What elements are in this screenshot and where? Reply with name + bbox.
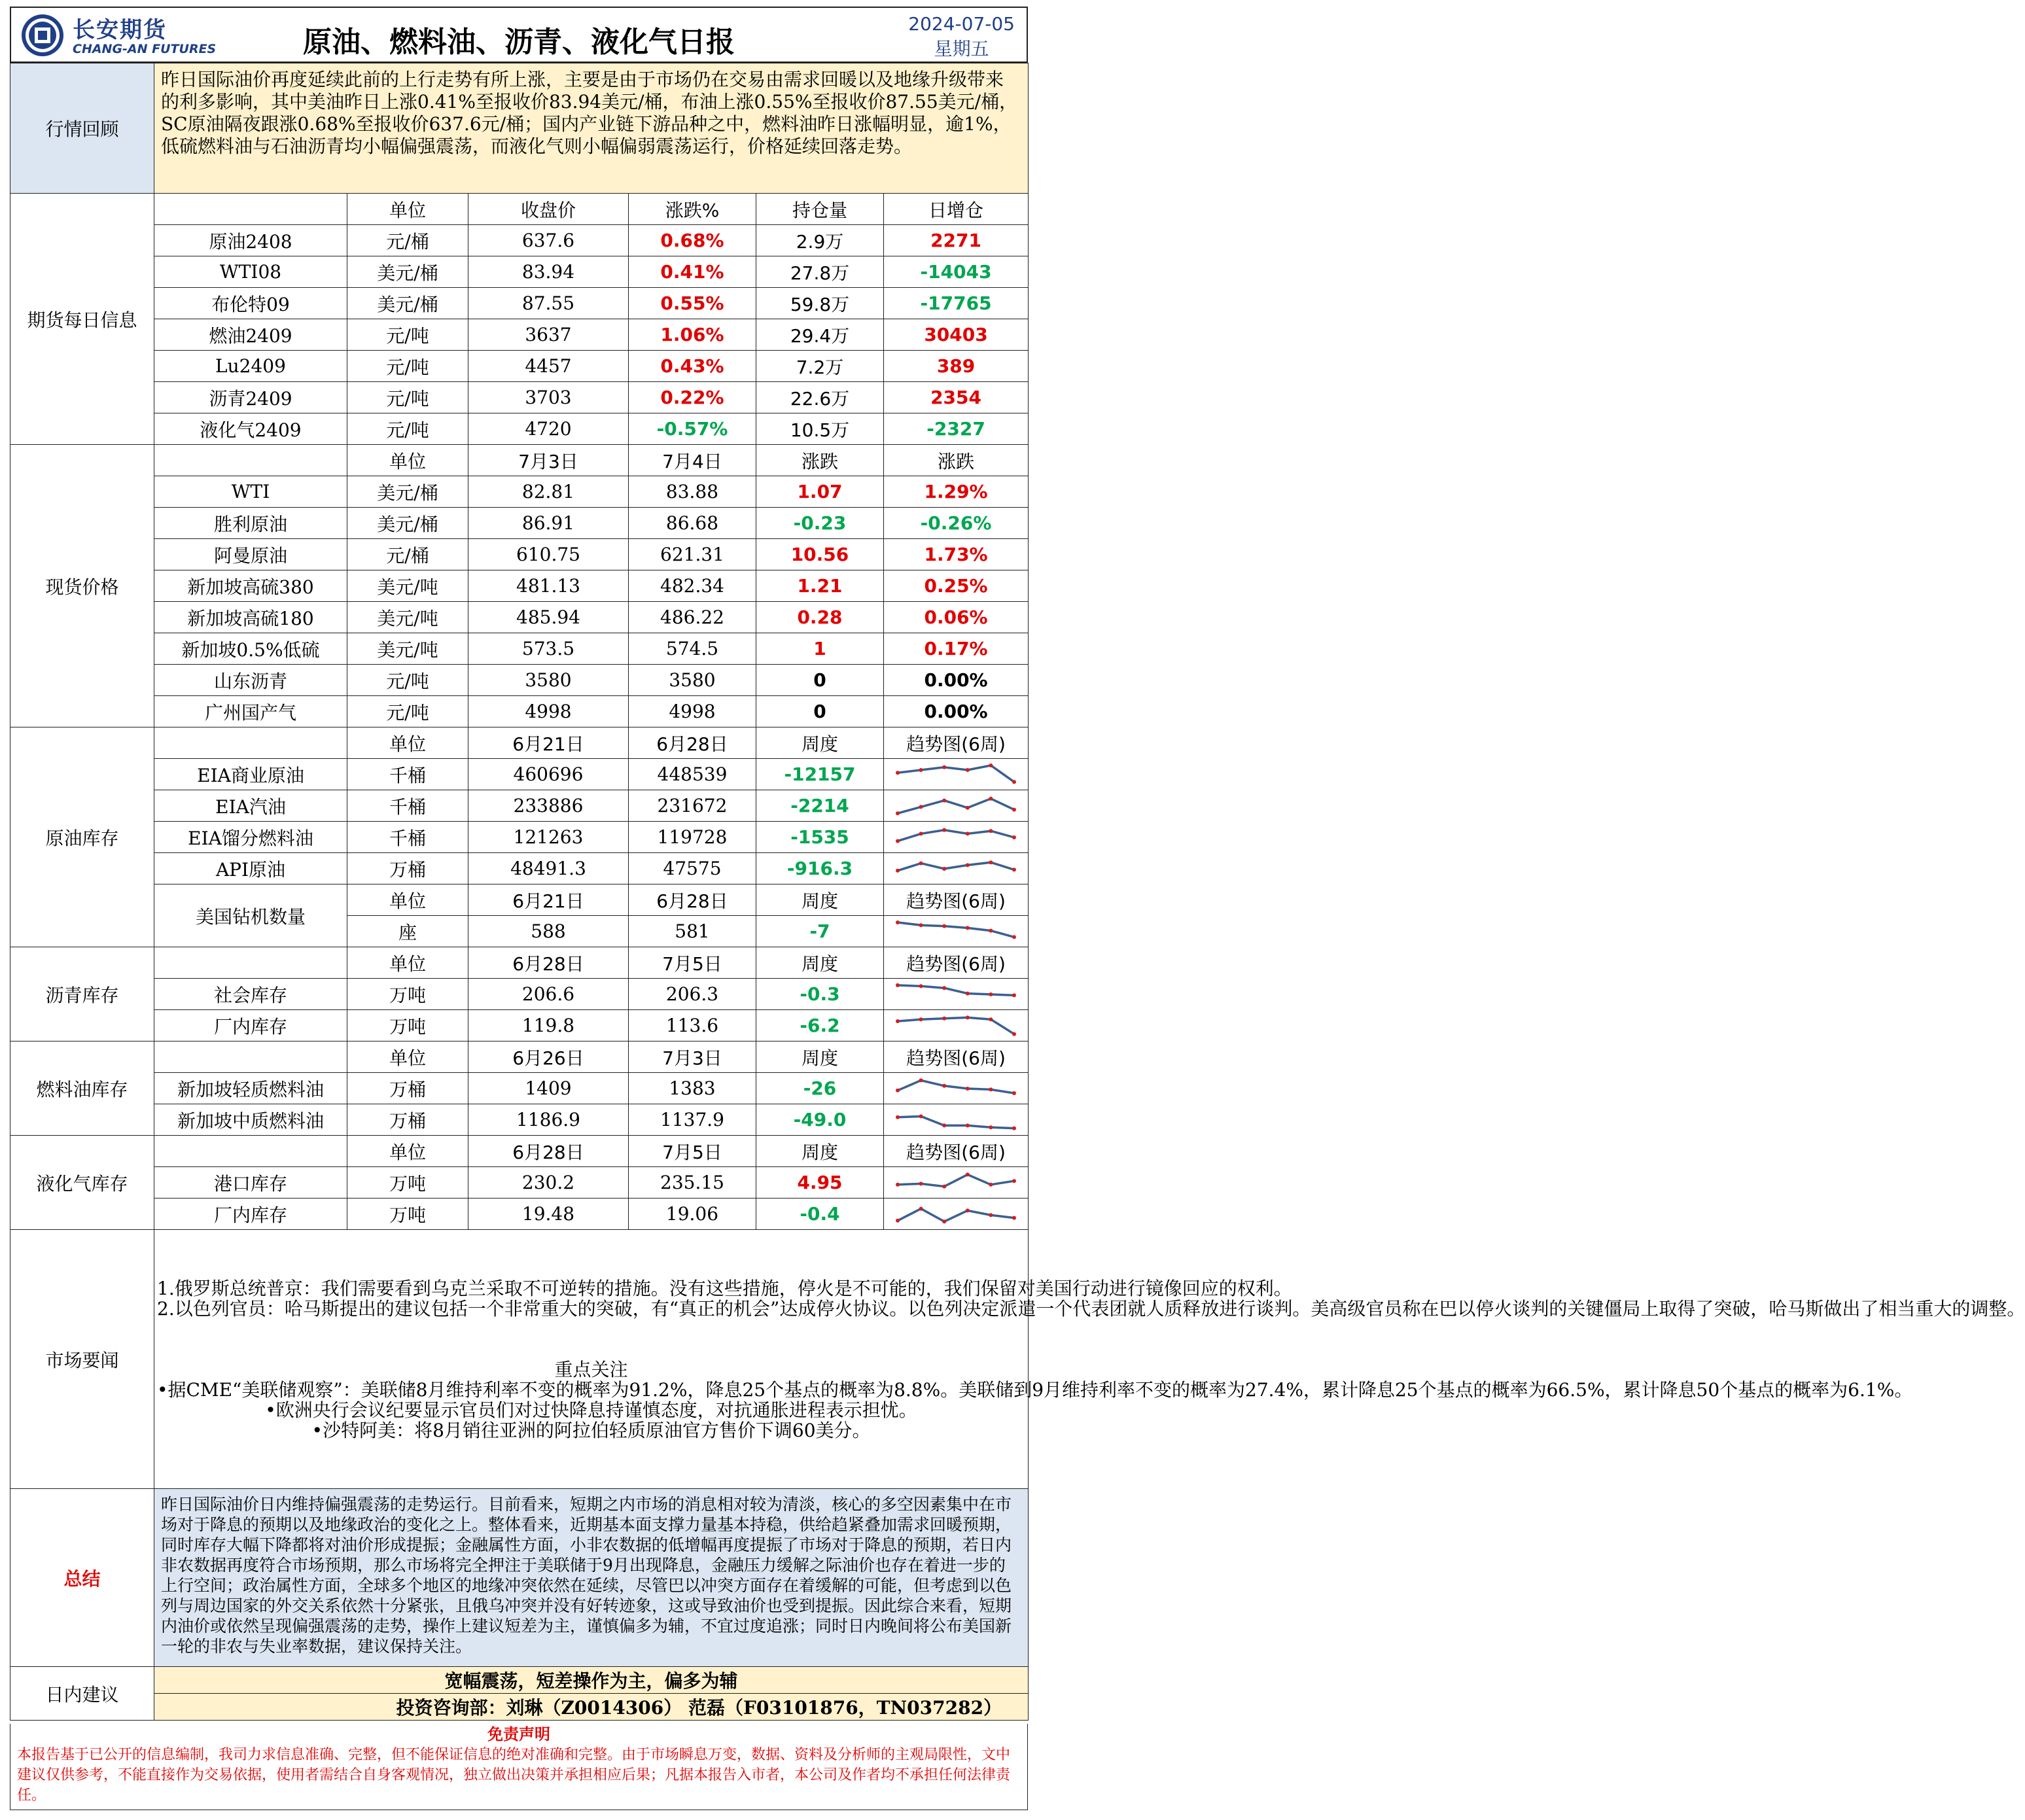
- column-header: 6月21日: [468, 727, 629, 759]
- unit: 美元/吨: [347, 602, 468, 633]
- value-period1: 460696: [468, 759, 629, 790]
- change: 0: [756, 665, 884, 696]
- open-interest: 27.8万: [756, 256, 884, 288]
- column-header: 6月28日: [629, 727, 756, 759]
- header-blank: [154, 445, 347, 476]
- daily-oi-change: 2271: [884, 225, 1029, 256]
- table-row: [10, 979, 1029, 1010]
- unit: 万桶: [347, 1104, 468, 1136]
- close-price: 4720: [468, 413, 629, 445]
- change: 1: [756, 633, 884, 665]
- column-header: 周度: [756, 884, 884, 916]
- advice-text: 宽幅震荡，短差操作为主，偏多为辅: [154, 1667, 1029, 1694]
- open-interest: 59.8万: [756, 288, 884, 319]
- close-price: 3703: [468, 382, 629, 413]
- value-period1: 19.48: [468, 1199, 629, 1230]
- value-period2: 119728: [629, 822, 756, 853]
- price-day1: 610.75: [468, 539, 629, 570]
- column-header: 趋势图(6周): [884, 727, 1029, 759]
- weekly-change: -0.4: [756, 1199, 884, 1230]
- table-row: [10, 633, 1029, 665]
- open-interest: 10.5万: [756, 413, 884, 445]
- unit: 万吨: [347, 1199, 468, 1230]
- unit: 美元/吨: [347, 633, 468, 665]
- price-day1: 573.5: [468, 633, 629, 665]
- section-header-row: [10, 1136, 1029, 1167]
- daily-oi-change: -17765: [884, 288, 1029, 319]
- unit: 座: [347, 916, 468, 947]
- close-price: 83.94: [468, 256, 629, 288]
- product-name: WTI: [154, 476, 347, 508]
- unit: 万吨: [347, 1167, 468, 1199]
- trend-sparkline: [894, 793, 1018, 819]
- price-day1: 82.81: [468, 476, 629, 508]
- table-row: [10, 1010, 1029, 1041]
- table-row: [10, 1167, 1029, 1199]
- column-header: 单位: [347, 727, 468, 759]
- unit: 元/吨: [347, 351, 468, 382]
- unit: 元/吨: [347, 382, 468, 413]
- item-name: EIA汽油: [154, 790, 347, 822]
- unit: 千桶: [347, 822, 468, 853]
- daily-oi-change: -2327: [884, 413, 1029, 445]
- value-period2: 113.6: [629, 1010, 756, 1041]
- column-header: 趋势图(6周): [884, 884, 1029, 916]
- column-header: 单位: [347, 884, 468, 916]
- table-row: [10, 351, 1029, 382]
- item-name: 新加坡中质燃料油: [154, 1104, 347, 1136]
- table-row: [10, 822, 1029, 853]
- product-name: 山东沥青: [154, 665, 347, 696]
- price-day2: 83.88: [629, 476, 756, 508]
- daily-oi-change: 2354: [884, 382, 1029, 413]
- column-header: 单位: [347, 445, 468, 476]
- consult-text: 投资咨询部：刘琳（Z0014306） 范磊（F03101876，TN037282）: [154, 1694, 1029, 1721]
- table-row: [10, 288, 1029, 319]
- table-row: [10, 225, 1029, 256]
- unit: 元/吨: [347, 413, 468, 445]
- trend-sparkline: [894, 1107, 1018, 1133]
- weekly-change: 4.95: [756, 1167, 884, 1199]
- value-period1: 233886: [468, 790, 629, 822]
- open-interest: 22.6万: [756, 382, 884, 413]
- value-period2: 235.15: [629, 1167, 756, 1199]
- trend-cell: [884, 1199, 1029, 1230]
- table-row: [10, 508, 1029, 539]
- unit: 元/吨: [347, 665, 468, 696]
- column-header: 单位: [347, 947, 468, 979]
- section-header-row: [10, 194, 1029, 225]
- report-date: [908, 12, 1015, 61]
- table-row: [10, 1073, 1029, 1104]
- focus-item-2: •欧洲央行会议纪要显示官员们对过快降息持谨慎态度，对抗通胀进程表示担忧。: [265, 1399, 917, 1421]
- column-header: 涨跌: [756, 445, 884, 476]
- item-name: EIA馏分燃料油: [154, 822, 347, 853]
- weekly-change: -0.3: [756, 979, 884, 1010]
- trend-cell: [884, 853, 1029, 884]
- change: -0.23: [756, 508, 884, 539]
- report-table: [10, 63, 2025, 1721]
- price-day2: 86.68: [629, 508, 756, 539]
- open-interest: 7.2万: [756, 351, 884, 382]
- table-row: [10, 759, 1029, 790]
- unit: 万桶: [347, 853, 468, 884]
- unit: 万桶: [347, 1073, 468, 1104]
- value-period1: 119.8: [468, 1010, 629, 1041]
- summary-row: [10, 1489, 1029, 1667]
- rig-count-name: 美国钻机数量: [154, 884, 347, 947]
- change-pct: 0.43%: [629, 351, 756, 382]
- crude-inventory-label: 原油库存: [10, 727, 154, 947]
- unit: 元/桶: [347, 225, 468, 256]
- close-price: 637.6: [468, 225, 629, 256]
- price-day1: 4998: [468, 696, 629, 727]
- table-row: [10, 256, 1029, 288]
- value-period2: 206.3: [629, 979, 756, 1010]
- review-row: [10, 63, 1029, 194]
- trend-cell: [884, 1010, 1029, 1041]
- table-row: [10, 602, 1029, 633]
- value-period1: 230.2: [468, 1167, 629, 1199]
- trend-cell: [884, 979, 1029, 1010]
- price-day1: 86.91: [468, 508, 629, 539]
- trend-cell: [884, 1167, 1029, 1199]
- column-header: 周度: [756, 727, 884, 759]
- contract-name: 布伦特09: [154, 288, 347, 319]
- column-header: 6月28日: [468, 1136, 629, 1167]
- fuel-inventory-label: 燃料油库存: [10, 1041, 154, 1136]
- change-pct: 0.25%: [884, 570, 1029, 602]
- price-day2: 482.34: [629, 570, 756, 602]
- column-header: 单位: [347, 194, 468, 225]
- table-row: [10, 665, 1029, 696]
- unit: 美元/吨: [347, 570, 468, 602]
- contract-name: WTI08: [154, 256, 347, 288]
- news-label: 市场要闻: [10, 1230, 154, 1489]
- change-pct: -0.26%: [884, 508, 1029, 539]
- disclaimer: [10, 1724, 1028, 1810]
- column-header: 周度: [756, 1136, 884, 1167]
- table-row: [10, 476, 1029, 508]
- product-name: 胜利原油: [154, 508, 347, 539]
- news-item-1: 1.俄罗斯总统普京：我们需要看到乌克兰采取不可逆转的措施。没有这些措施，停火是不可能的，我们保留对美国行动进行镜像回应的权利。: [157, 1277, 1292, 1299]
- change-pct: 0.41%: [629, 256, 756, 288]
- value-period1: 1186.9: [468, 1104, 629, 1136]
- table-row: [10, 413, 1029, 445]
- change-pct: 0.00%: [884, 665, 1029, 696]
- change-pct: 1.73%: [884, 539, 1029, 570]
- change-pct: 1.06%: [629, 319, 756, 351]
- focus-item-3: •沙特阿美：将8月销往亚洲的阿拉伯轻质原油官方售价下调60美分。: [311, 1419, 871, 1441]
- open-interest: 2.9万: [756, 225, 884, 256]
- table-row: [10, 790, 1029, 822]
- unit: 万吨: [347, 1010, 468, 1041]
- close-price: 3637: [468, 319, 629, 351]
- change: 1.07: [756, 476, 884, 508]
- unit: 美元/桶: [347, 476, 468, 508]
- review-text: 昨日国际油价再度延续此前的上行走势有所上涨，主要是由于市场仍在交易由需求回暖以及地缘升级带来的利多影响，其中美油昨日上涨0.41%至报收价83.94美元/桶，布油上涨0.55%至报收价87.55美元/桶，SC原油隔夜跟涨0.68%至报收价637.6元/桶；国内产业链下游品种之中，燃料油昨日涨幅明显，逾1%，低硫燃料油与石油沥青均小幅偏强震荡，而液化气则小幅偏弱震荡运行，价格延续回落走势。: [154, 63, 1029, 194]
- column-header: 7月4日: [629, 445, 756, 476]
- section-header-row: [10, 445, 1029, 476]
- trend-sparkline: [894, 761, 1018, 788]
- value-period1: 206.6: [468, 979, 629, 1010]
- trend-sparkline: [894, 1013, 1018, 1039]
- column-header: 收盘价: [468, 194, 629, 225]
- weekly-change: -7: [756, 916, 884, 947]
- trend-sparkline: [894, 1170, 1018, 1196]
- trend-sparkline: [894, 856, 1018, 882]
- page-title: 原油、燃料油、沥青、液化气日报: [303, 26, 735, 59]
- column-header: 周度: [756, 947, 884, 979]
- value-period2: 448539: [629, 759, 756, 790]
- unit: 美元/桶: [347, 508, 468, 539]
- weekly-change: -49.0: [756, 1104, 884, 1136]
- column-header: 周度: [756, 1041, 884, 1073]
- column-header: 趋势图(6周): [884, 1136, 1029, 1167]
- weekday-value: 星期五: [934, 38, 989, 60]
- table-row: [10, 1199, 1029, 1230]
- weekly-change: -2214: [756, 790, 884, 822]
- date-value: 2024-07-05: [908, 13, 1015, 35]
- column-header: 7月3日: [468, 445, 629, 476]
- daily-oi-change: -14043: [884, 256, 1029, 288]
- product-name: 广州国产气: [154, 696, 347, 727]
- focus-item-1: •据CME“美联储观察”：美联储8月维持利率不变的概率为91.2%，降息25个基点的概率为8.8%。美联储到9月维持利率不变的概率为27.4%，累计降息25个基点的概率为66.5%，累计降息50个基点的概率为6.1%。: [157, 1378, 1913, 1401]
- price-day1: 485.94: [468, 602, 629, 633]
- section-header-row: [10, 1041, 1029, 1073]
- review-label: 行情回顾: [10, 63, 154, 194]
- contract-name: 沥青2409: [154, 382, 347, 413]
- news-item-2: 2.以色列官员：哈马斯提出的建议包括一个非常重大的突破，有“真正的机会”达成停火协议。以色列决定派遣一个代表团就人质释放进行谈判。美高级官员称在巴以停火谈判的关键僵局上取得了突破，哈马斯做出了相当重大的调整。: [157, 1297, 2025, 1320]
- weekly-change: -916.3: [756, 853, 884, 884]
- column-header: 7月5日: [629, 947, 756, 979]
- weekly-change: -26: [756, 1073, 884, 1104]
- item-name: 港口库存: [154, 1167, 347, 1199]
- trend-cell: [884, 790, 1029, 822]
- section-header-row: [10, 727, 1029, 759]
- column-header: 7月3日: [629, 1041, 756, 1073]
- weekly-change: -6.2: [756, 1010, 884, 1041]
- header-blank: [154, 1041, 347, 1073]
- price-day2: 3580: [629, 665, 756, 696]
- unit: 千桶: [347, 759, 468, 790]
- table-row: [10, 570, 1029, 602]
- unit: 元/吨: [347, 696, 468, 727]
- unit: 万吨: [347, 979, 468, 1010]
- column-header: 6月26日: [468, 1041, 629, 1073]
- trend-cell: [884, 1073, 1029, 1104]
- change-pct: 0.06%: [884, 602, 1029, 633]
- column-header: 趋势图(6周): [884, 947, 1029, 979]
- trend-sparkline: [894, 1201, 1018, 1227]
- column-header: 单位: [347, 1136, 468, 1167]
- change-pct: 0.55%: [629, 288, 756, 319]
- header-blank: [154, 1136, 347, 1167]
- change: 10.56: [756, 539, 884, 570]
- table-row: [10, 1104, 1029, 1136]
- trend-cell: [884, 916, 1029, 947]
- close-price: 87.55: [468, 288, 629, 319]
- trend-sparkline: [894, 981, 1018, 1007]
- weekly-change: -12157: [756, 759, 884, 790]
- value-period2: 1383: [629, 1073, 756, 1104]
- news-content: [154, 1230, 2025, 1489]
- table-row: [10, 539, 1029, 570]
- price-day1: 3580: [468, 665, 629, 696]
- spot-label: 现货价格: [10, 445, 154, 727]
- value-period2: 19.06: [629, 1199, 756, 1230]
- value-period2: 231672: [629, 790, 756, 822]
- trend-sparkline: [894, 1076, 1018, 1102]
- item-name: 社会库存: [154, 979, 347, 1010]
- item-name: 新加坡轻质燃料油: [154, 1073, 347, 1104]
- change-pct: -0.57%: [629, 413, 756, 445]
- report-header: [10, 7, 1028, 63]
- trend-sparkline: [894, 919, 1018, 945]
- header-blank: [154, 194, 347, 225]
- product-name: 阿曼原油: [154, 539, 347, 570]
- daily-oi-change: 389: [884, 351, 1029, 382]
- price-day2: 4998: [629, 696, 756, 727]
- column-header: 单位: [347, 1041, 468, 1073]
- advice-label: 日内建议: [10, 1667, 154, 1721]
- trend-cell: [884, 1104, 1029, 1136]
- change: 1.21: [756, 570, 884, 602]
- value-period1: 121263: [468, 822, 629, 853]
- logo-text-en: CHANG-AN FUTURES: [73, 42, 217, 56]
- product-name: 新加坡高硫380: [154, 570, 347, 602]
- unit: 元/桶: [347, 539, 468, 570]
- change-pct: 0.22%: [629, 382, 756, 413]
- open-interest: 29.4万: [756, 319, 884, 351]
- disclaimer-text: 本报告基于已公开的信息编制，我司力求信息准确、完整，但不能保证信息的绝对准确和完整。由于市场瞬息万变，数据、资料及分析师的主观局限性，文中建议仅供参考，不能直接作为交易依据，使用者需结合自身客观情况，独立做出决策并承担相应后果；凡据本报告入市者，本公司及作者均不承担任何法律责任。: [17, 1747, 1011, 1804]
- section-header-row: [10, 947, 1029, 979]
- focus-title: 重点关注: [554, 1358, 628, 1380]
- value-period1: 588: [468, 916, 629, 947]
- advice-row: [10, 1667, 1029, 1694]
- change-pct: 0.68%: [629, 225, 756, 256]
- item-name: 厂内库存: [154, 1010, 347, 1041]
- item-name: EIA商业原油: [154, 759, 347, 790]
- value-period2: 581: [629, 916, 756, 947]
- contract-name: 燃油2409: [154, 319, 347, 351]
- trend-cell: [884, 759, 1029, 790]
- value-period1: 48491.3: [468, 853, 629, 884]
- unit: 美元/桶: [347, 256, 468, 288]
- product-name: 新加坡0.5%低硫: [154, 633, 347, 665]
- column-header: 6月28日: [629, 884, 756, 916]
- price-day2: 486.22: [629, 602, 756, 633]
- disclaimer-title: 免责声明: [487, 1724, 550, 1743]
- lpg-inventory-label: 液化气库存: [10, 1136, 154, 1230]
- unit: 元/吨: [347, 319, 468, 351]
- unit: 千桶: [347, 790, 468, 822]
- change-pct: 0.17%: [884, 633, 1029, 665]
- contract-name: Lu2409: [154, 351, 347, 382]
- column-header: 6月28日: [468, 947, 629, 979]
- consult-row: [10, 1694, 1029, 1721]
- column-header: 趋势图(6周): [884, 1041, 1029, 1073]
- header-blank: [154, 947, 347, 979]
- item-name: 厂内库存: [154, 1199, 347, 1230]
- change-pct: 0.00%: [884, 696, 1029, 727]
- table-row: [10, 382, 1029, 413]
- summary-label: 总结: [10, 1489, 154, 1667]
- summary-text: 昨日国际油价日内维持偏强震荡的走势运行。目前看来，短期之内市场的消息相对较为清淡，核心的多空因素集中在市场对于降息的预期以及地缘政治的变化之上。整体看来，近期基本面支撑力量基本持稳，供给趋紧叠加需求回暖预期，同时库存大幅下降都将对油价形成提振；金融属性方面，小非农数据的低增幅再度提振了市场对于降息的预期，若日内非农数据再度符合市场预期，那么市场将完全押注于美联储于9月出现降息，金融压力缓解之际油价也存在着进一步的上行空间；政治属性方面，全球多个地区的地缘冲突依然在延续，尽管巴以冲突方面存在着缓解的可能，但考虑到以色列与周边国家的外交关系依然十分紧张，且俄乌冲突并没有好转迹象，这或导致油价也受到提振。因此综合来看，短期内油价或依然呈现偏强震荡的走势，操作上建议短差为主，谨慎偏多为辅，不宜过度追涨；同时日内晚间将公布美国新一轮的非农与失业率数据，建议保持关注。: [154, 1489, 1029, 1667]
- column-header: 涨跌%: [629, 194, 756, 225]
- column-header: 6月21日: [468, 884, 629, 916]
- column-header: 7月5日: [629, 1136, 756, 1167]
- rig-header-row: [10, 884, 1029, 916]
- weekly-change: -1535: [756, 822, 884, 853]
- futures-label: 期货每日信息: [10, 194, 154, 445]
- value-period2: 47575: [629, 853, 756, 884]
- contract-name: 液化气2409: [154, 413, 347, 445]
- item-name: API原油: [154, 853, 347, 884]
- table-row: [10, 319, 1029, 351]
- change: 0: [756, 696, 884, 727]
- news-row: [10, 1230, 1029, 1489]
- logo-text-cn: 长安期货: [73, 17, 167, 43]
- header-blank: [154, 727, 347, 759]
- price-day1: 481.13: [468, 570, 629, 602]
- table-row: [10, 696, 1029, 727]
- trend-sparkline: [894, 824, 1018, 850]
- change-pct: 1.29%: [884, 476, 1029, 508]
- value-period1: 1409: [468, 1073, 629, 1104]
- column-header: 涨跌: [884, 445, 1029, 476]
- unit: 美元/桶: [347, 288, 468, 319]
- column-header: 日增仓: [884, 194, 1029, 225]
- price-day2: 574.5: [629, 633, 756, 665]
- table-row: [10, 853, 1029, 884]
- column-header: 持仓量: [756, 194, 884, 225]
- asphalt-inventory-label: 沥青库存: [10, 947, 154, 1041]
- value-period2: 1137.9: [629, 1104, 756, 1136]
- close-price: 4457: [468, 351, 629, 382]
- trend-cell: [884, 822, 1029, 853]
- contract-name: 原油2408: [154, 225, 347, 256]
- price-day2: 621.31: [629, 539, 756, 570]
- change: 0.28: [756, 602, 884, 633]
- daily-oi-change: 30403: [884, 319, 1029, 351]
- product-name: 新加坡高硫180: [154, 602, 347, 633]
